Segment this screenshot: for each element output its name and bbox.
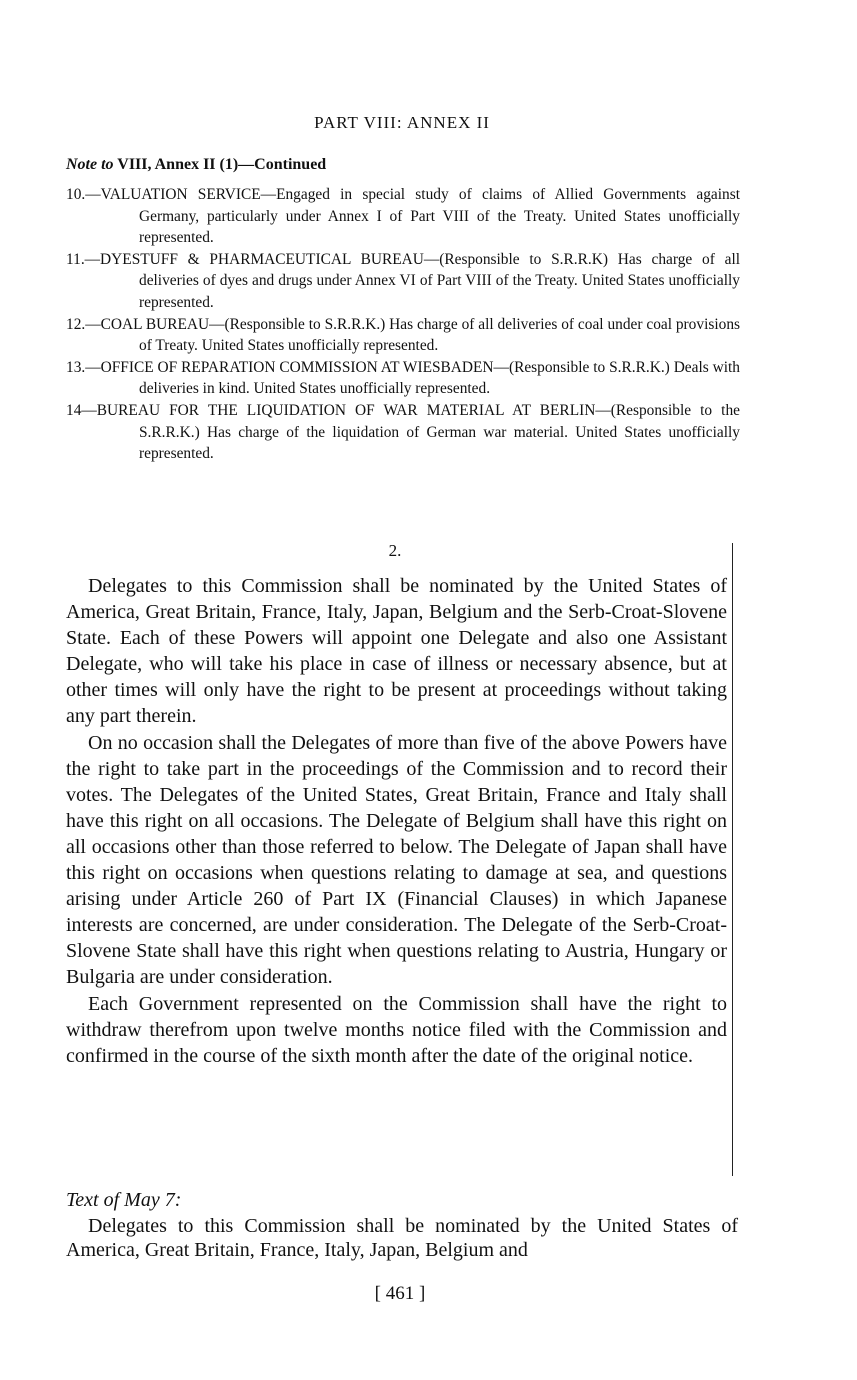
note-item-14: 14—BUREAU FOR THE LIQUIDATION OF WAR MATERIAL AT BERLIN—(Responsible to the S.R.R.K.) Has charge of the liquidation of German war material. United States unofficially represented. <box>66 401 740 463</box>
note-list <box>66 184 740 465</box>
paragraph-voting: On no occasion shall the Delegates of more than five of the above Powers have the right to take part in the proceedings of the Commission and to record their votes. The Delegates of the United States, Great Britain, France and Italy shall have this right on all occasions. The Delegate of Belgium shall have this right on all occasions other than those referred to below. The Delegate of Japan shall have this right on occasions when questions relating to damage at sea, and questions arising under Article 260 of Part IX (Financial Clauses) in which Japanese interests are concerned, are under consideration. The Delegate of the Serb-Croat-Slovene State shall have this right when questions relating to Austria, Hungary or Bulgaria are under consideration. <box>66 731 727 989</box>
running-header: PART VIII: ANNEX II <box>314 113 490 132</box>
margin-rule <box>732 543 733 1176</box>
note-item-11: 11.—DYESTUFF & PHARMACEUTICAL BUREAU—(Responsible to S.R.R.K) Has charge of all deliveries of dyes and drugs under Annex VI of Part VIII of the Treaty. United States unofficially represented. <box>66 250 740 311</box>
paragraph-withdrawal: Each Government represented on the Commission shall have the right to withdraw therefrom upon twelve months notice filed with the Commission and confirmed in the course of the sixth month after the date of the original notice. <box>66 992 727 1067</box>
section-body <box>66 573 727 1069</box>
note-item-13: 13.—OFFICE OF REPARATION COMMISSION AT WIESBADEN—(Responsible to S.R.R.K.) Deals with deliveries in kind. United States unofficially represented. <box>66 358 740 398</box>
text-of-paragraph: Delegates to this Commission shall be nominated by the United States of America, Great Britain, France, Italy, Japan, Belgium and <box>66 1215 738 1261</box>
section-number: 2. <box>388 541 402 560</box>
paragraph-delegates: Delegates to this Commission shall be nominated by the United States of America, Great Britain, France, Italy, Japan, Belgium and the Serb-Croat-Slovene State. Each of these Powers will appoint one Delegate and also one Assistant Delegate, who will take his place in case of illness or necessary absence, but at other times will only have the right to be present at proceedings without taking any part therein. <box>66 575 727 728</box>
note-item-10: 10.—VALUATION SERVICE—Engaged in special study of claims of Allied Governments against Germany, particularly under Annex I of Part VIII of the Treaty. United States unofficially represented. <box>66 186 740 247</box>
note-title-rest: VIII, Annex II (1)—Continued <box>117 156 327 173</box>
note-item-12: 12.—COAL BUREAU—(Responsible to S.R.R.K.) Has charge of all deliveries of coal under coal provisions of Treaty. United States unofficially represented. <box>66 315 740 355</box>
page-number: [ 461 ] <box>374 1283 426 1304</box>
note-title-italic: Note to <box>66 156 114 173</box>
text-of-label: Text of May 7: <box>66 1189 182 1211</box>
note-title <box>66 156 326 174</box>
